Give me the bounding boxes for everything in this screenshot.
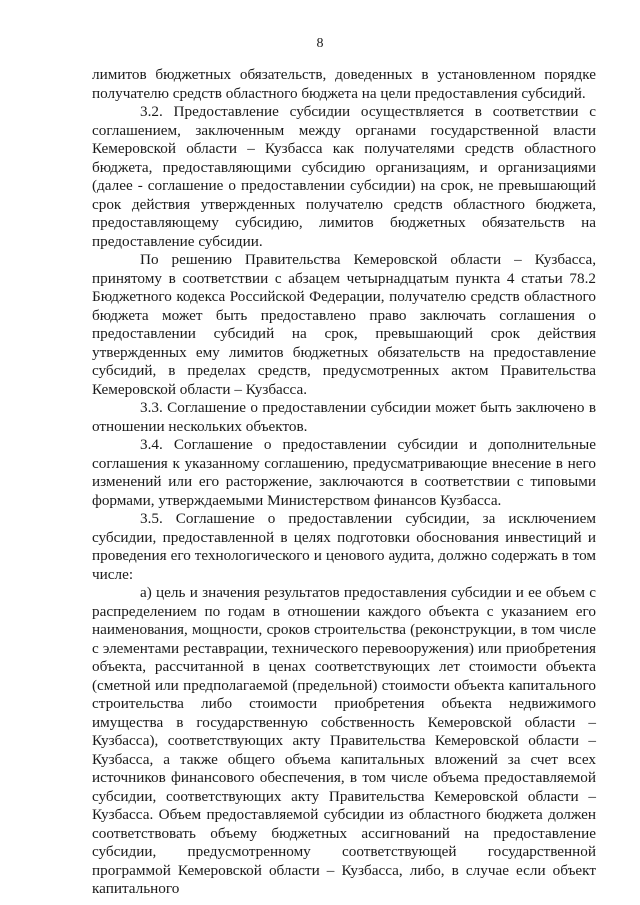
- paragraph: По решению Правительства Кемеровской области – Кузбасса, принятому в соответствии с абзацем четырнадцатым пункта 4 статьи 78.2 Бюджетного кодекса Российской Федерации, получателю средств областного бюджета может быть предоставлено право заключать соглашения о предоставлении субсидий на срок, превышающий срок действия утвержденных ему лимитов бюджетных обязательств на предоставление субсидий, в пределах средств, предусмотренных актом Правительства Кемеровской области – Кузбасса.: [92, 251, 596, 398]
- document-body: [92, 66, 596, 899]
- paragraph: лимитов бюджетных обязательств, доведенных в установленном порядке получателю средств областного бюджета на цели предоставления субсидий.: [92, 66, 596, 102]
- paragraph: а) цель и значения результатов предоставления субсидии и ее объем с распределением по годам в отношении каждого объекта с указанием его наименования, мощности, сроков строительства (реконструкции, в том числе с элементами реставрации, технического перевооружения) или приобретения объекта, рассчитанной в ценах соответствующих лет стоимости объекта (сметной или предполагаемой (предельной) стоимости объекта капитального строительства либо стоимости приобретения объекта недвижимого имущества в государственную собственность Кемеровской области – Кузбасса), соответствующих акту Правительства Кемеровской области – Кузбасса, а также общего объема капитальных вложений за счет всех источников финансового обеспечения, в том числе объема предоставляемой субсидии, соответствующих акту Правительства Кемеровской области – Кузбасса. Объем предоставляемой субсидии из областного бюджета должен соответствовать объему бюджетных ассигнований на предоставление субсидии, предусмотренному соответствующей государственной программой Кемеровской области – Кузбасса, либо, в случае если объект капитального: [92, 584, 596, 897]
- paragraph: 3.5. Соглашение о предоставлении субсидии, за исключением субсидии, предоставленной в целях подготовки обоснования инвестиций и проведения его технологического и ценового аудита, должно содержать в том числе:: [92, 510, 596, 583]
- page-number: 8: [316, 36, 324, 51]
- paragraph: 3.4. Соглашение о предоставлении субсидии и дополнительные соглашения к указанному соглашению, предусматривающие внесение в него изменений или его расторжение, заключаются в соответствии с типовыми формами, утверждаемыми Министерством финансов Кузбасса.: [92, 436, 596, 509]
- paragraph: 3.2. Предоставление субсидии осуществляется в соответствии с соглашением, заключенным между органами государственной власти Кемеровской области – Кузбасса как получателями средств областного бюджета, предоставляющими субсидию организациям, и организациями (далее - соглашение о предоставлении субсидии) на срок, не превышающий срок действия утвержденных получателю средств областного бюджета, предоставляющему субсидию, лимитов бюджетных обязательств на предоставление субсидии.: [92, 103, 596, 250]
- paragraph: 3.3. Соглашение о предоставлении субсидии может быть заключено в отношении нескольких объектов.: [92, 399, 596, 435]
